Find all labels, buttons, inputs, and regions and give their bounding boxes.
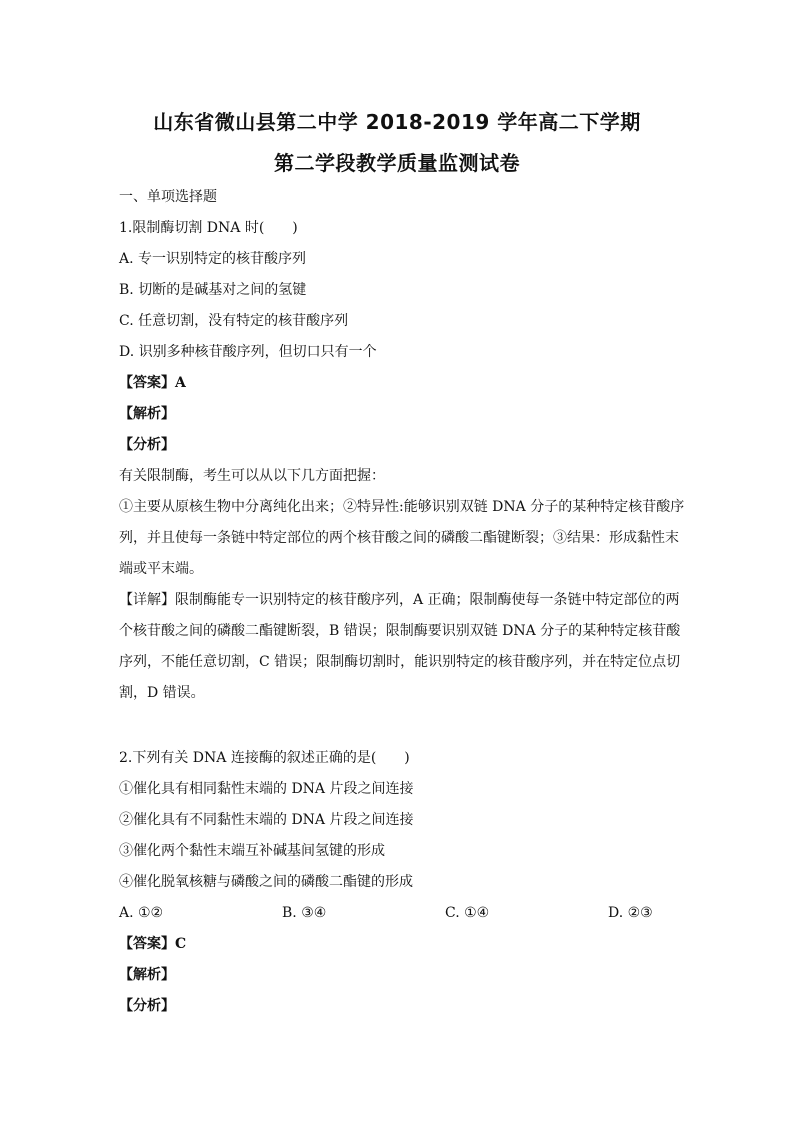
q1-analysis-line2: 列，并且使每一条链中特定部位的两个核苷酸之间的磷酸二酯键断裂；③结果：形成黏性末	[119, 530, 679, 546]
q2-item-1: ①催化具有相同黏性末端的 DNA 片段之间连接	[119, 781, 414, 797]
q2-choices	[119, 903, 684, 923]
section-heading: 一、单项选择题	[119, 189, 217, 205]
q2-choice-b: B. ③④	[282, 905, 327, 921]
q2-item-4: ④催化脱氧核糖与磷酸之间的磷酸二酯键的形成	[119, 874, 413, 890]
q1-answer: 【答案】A	[119, 375, 186, 391]
q2-jiexi-heading: 【解析】	[119, 967, 175, 983]
q1-analysis-intro: 有关限制酶，考生可以从以下几方面把握：	[119, 468, 385, 484]
q1-detail-line1: 【详解】限制酶能专一识别特定的核苷酸序列，A 正确；限制酶使每一条链中特定部位的两	[119, 592, 680, 608]
q2-item-2: ②催化具有不同黏性末端的 DNA 片段之间连接	[119, 812, 414, 828]
q2-choice-c: C. ①④	[445, 905, 490, 921]
q1-detail-line4: 割，D 错误。	[119, 685, 205, 701]
q1-fenxi-heading: 【分析】	[119, 437, 175, 453]
q1-jiexi-heading: 【解析】	[119, 406, 175, 422]
q1-detail-line3: 序列，不能任意切割，C 错误；限制酶切割时，能识别特定的核苷酸序列，并在特定位点切	[119, 654, 681, 670]
q2-item-3: ③催化两个黏性末端互补碱基间氢键的形成	[119, 843, 385, 859]
q1-option-b: B. 切断的是碱基对之间的氢键	[119, 282, 307, 298]
document-title-line2: 第二学段教学质量监测试卷	[274, 151, 520, 175]
q1-analysis-line3: 端或平末端。	[119, 561, 203, 577]
document-title-line1: 山东省微山县第二中学 2018-2019 学年高二下学期	[153, 110, 641, 134]
q2-choice-a: A. ①②	[119, 905, 164, 921]
q1-option-c: C. 任意切割，没有特定的核苷酸序列	[119, 313, 349, 329]
q1-detail-line2: 个核苷酸之间的磷酸二酯键断裂，B 错误；限制酶要识别双链 DNA 分子的某种特定核苷酸	[119, 623, 681, 639]
q2-stem: 2.下列有关 DNA 连接酶的叙述正确的是( )	[119, 750, 410, 766]
q2-fenxi-heading: 【分析】	[119, 998, 175, 1014]
q1-option-d: D. 识别多种核苷酸序列，但切口只有一个	[119, 344, 377, 360]
q2-choice-d: D. ②③	[608, 905, 653, 921]
q1-analysis-line1: ①主要从原核生物中分离纯化出来；②特异性:能够识别双链 DNA 分子的某种特定核苷酸序	[119, 499, 685, 515]
q2-answer: 【答案】C	[119, 936, 187, 952]
q1-stem: 1.限制酶切割 DNA 时( )	[119, 220, 298, 236]
q1-option-a: A. 专一识别特定的核苷酸序列	[119, 251, 307, 267]
